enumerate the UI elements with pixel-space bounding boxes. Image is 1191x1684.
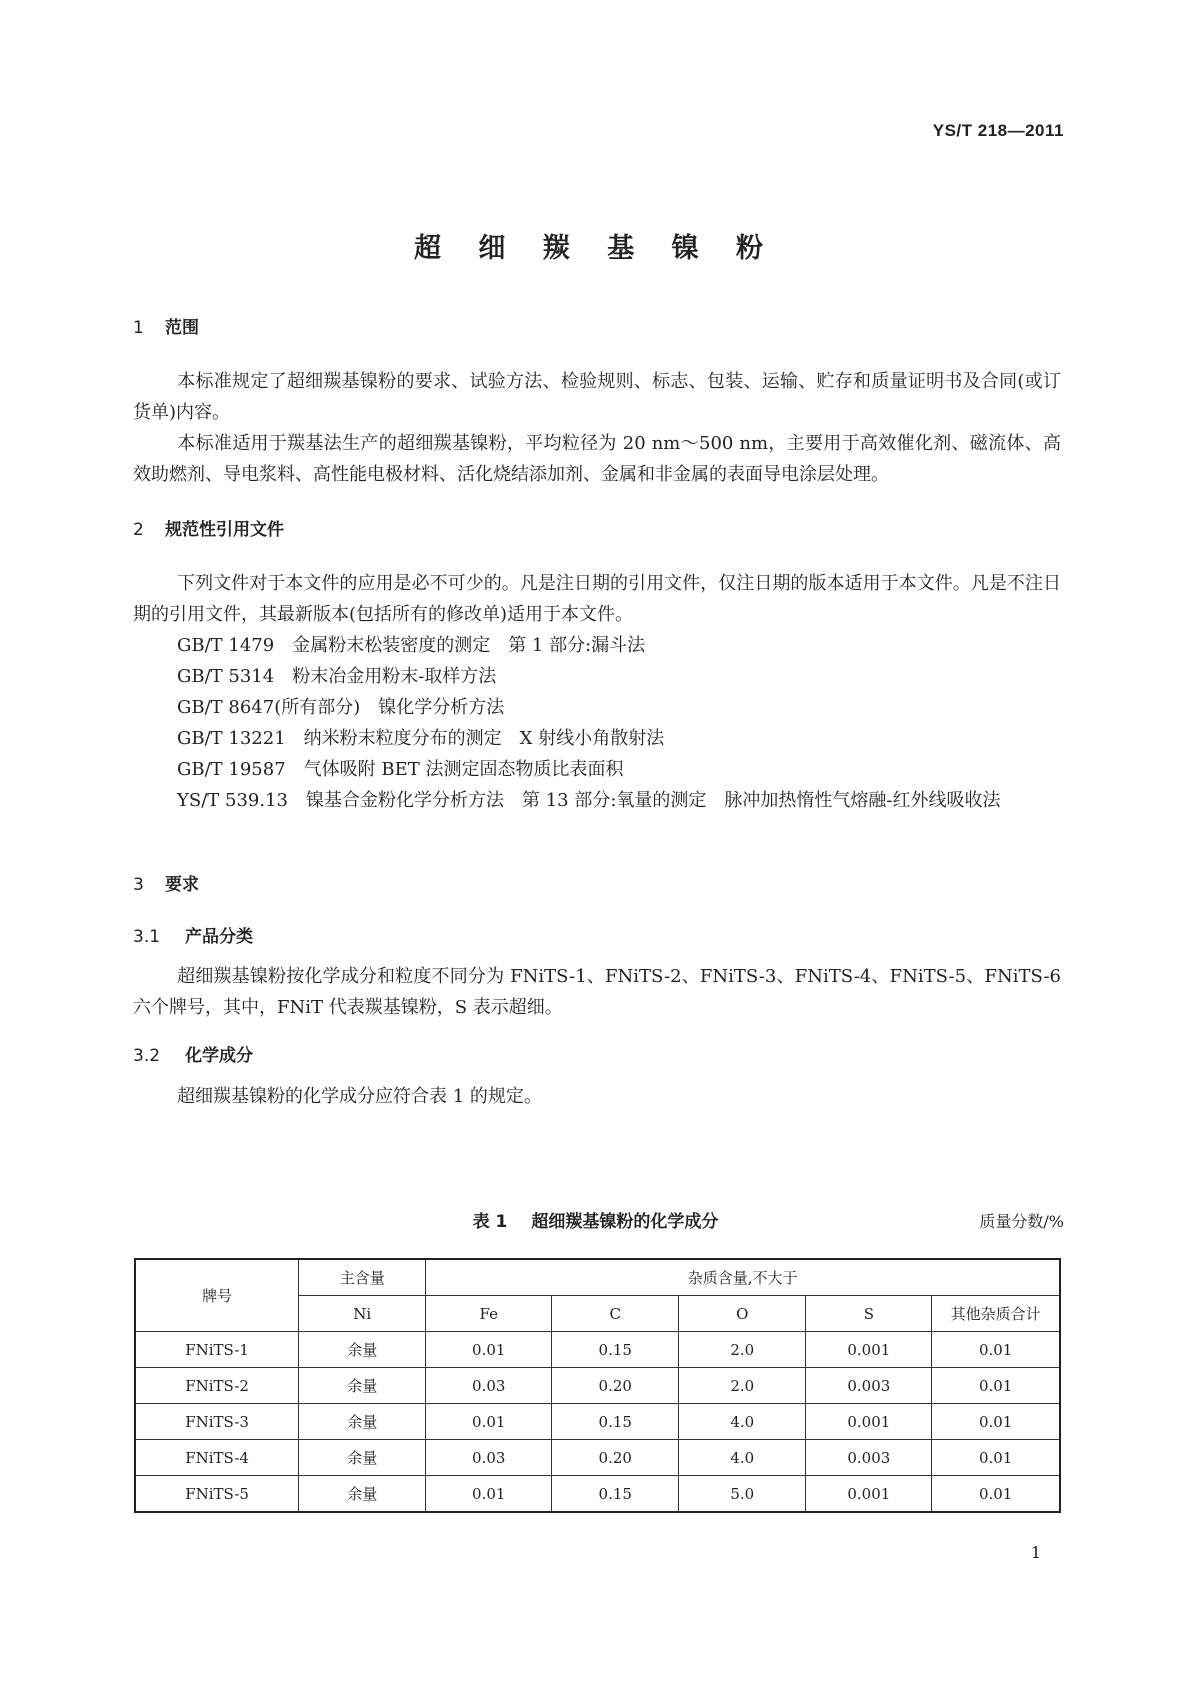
- cell-o: 5.0: [679, 1476, 806, 1513]
- table-row: [135, 1368, 1060, 1404]
- cell-o: 2.0: [679, 1368, 806, 1404]
- cell-o: 2.0: [679, 1332, 806, 1368]
- chemical-composition-table: [134, 1258, 1061, 1513]
- cell-grade: FNiTS-1: [135, 1332, 299, 1368]
- reference-item: GB/T 1479 金属粉末松装密度的测定 第 1 部分:漏斗法: [177, 635, 646, 656]
- cell-c: 0.15: [552, 1332, 679, 1368]
- header-main-content: 主含量: [299, 1259, 426, 1296]
- section-number: 3.2: [133, 1046, 161, 1066]
- table-row: [135, 1332, 1060, 1368]
- cell-s: 0.001: [806, 1404, 932, 1440]
- cell-ni: 余量: [299, 1476, 426, 1513]
- section-1-paragraph-1: [133, 366, 1061, 428]
- section-title: 范围: [165, 318, 199, 338]
- paragraph-text: YS/T 539.13 镍基合金粉化学分析方法 第 13 部分:氧量的测定 脉冲加热惰性气熔融-红外线吸收法: [177, 790, 1001, 811]
- section-1-paragraph-2: [133, 428, 1061, 490]
- paragraph-text: 超细羰基镍粉按化学成分和粒度不同分为 FNiTS-1、FNiTS-2、FNiTS-3、FNiTS-4、FNiTS-5、FNiTS-6 六个牌号，其中，FNiT 代表羰基镍粉，S 表示超细。: [133, 966, 1061, 1018]
- section-title: 化学成分: [185, 1046, 253, 1066]
- table-row: [135, 1404, 1060, 1440]
- cell-other: 0.01: [932, 1476, 1060, 1513]
- header-ni: Ni: [299, 1296, 426, 1332]
- section-2-paragraph-1: [133, 568, 1061, 630]
- cell-other: 0.01: [932, 1368, 1060, 1404]
- section-3-2-paragraph: [133, 1081, 1061, 1112]
- cell-c: 0.20: [552, 1440, 679, 1476]
- section-title: 规范性引用文件: [165, 520, 284, 540]
- cell-c: 0.20: [552, 1368, 679, 1404]
- cell-grade: FNiTS-3: [135, 1404, 299, 1440]
- paragraph-text: 本标准适用于羰基法生产的超细羰基镍粉，平均粒径为 20 nm～500 nm，主要用于高效催化剂、磁流体、高效助燃剂、导电浆料、高性能电极材料、活化烧结添加剂、金属和非金属的表面导电涂层处理。: [133, 433, 1061, 485]
- reference-item: GB/T 8647(所有部分) 镍化学分析方法: [177, 697, 505, 718]
- cell-grade: FNiTS-4: [135, 1440, 299, 1476]
- section-number: 3.1: [133, 927, 161, 947]
- paragraph-text: 下列文件对于本文件的应用是必不可少的。凡是注日期的引用文件，仅注日期的版本适用于本文件。凡是不注日期的引用文件，其最新版本(包括所有的修改单)适用于本文件。: [133, 573, 1061, 625]
- cell-grade: FNiTS-5: [135, 1476, 299, 1513]
- cell-fe: 0.01: [426, 1404, 552, 1440]
- section-3-2-heading: [133, 1041, 253, 1066]
- header-c: C: [552, 1296, 679, 1332]
- table-row: [135, 1440, 1060, 1476]
- section-2-heading: [133, 515, 284, 540]
- cell-other: 0.01: [932, 1404, 1060, 1440]
- document-title: 超 细 羰 基 镍 粉: [414, 233, 777, 264]
- table-title: 超细羰基镍粉的化学成分: [531, 1212, 719, 1232]
- section-3-1-heading: [133, 922, 253, 947]
- table-unit: 质量分数/%: [979, 1212, 1064, 1231]
- header-s: S: [806, 1296, 932, 1332]
- cell-fe: 0.03: [426, 1440, 552, 1476]
- reference-item: GB/T 5314 粉末冶金用粉末-取样方法: [177, 666, 497, 687]
- table-row: [135, 1476, 1060, 1513]
- table-header-row: [135, 1259, 1060, 1296]
- header-fe: Fe: [426, 1296, 552, 1332]
- page-number: 1: [1030, 1543, 1041, 1562]
- paragraph-text: 本标准规定了超细羰基镍粉的要求、试验方法、检验规则、标志、包装、运输、贮存和质量证明书及合同(或订货单)内容。: [133, 371, 1061, 423]
- cell-ni: 余量: [299, 1404, 426, 1440]
- section-3-heading: [133, 870, 199, 895]
- header-impurity: 杂质含量,不大于: [426, 1259, 1060, 1296]
- header-grade: 牌号: [135, 1259, 299, 1332]
- cell-fe: 0.03: [426, 1368, 552, 1404]
- reference-item-last: [133, 785, 1061, 816]
- cell-fe: 0.01: [426, 1332, 552, 1368]
- section-title: 产品分类: [185, 927, 253, 947]
- cell-ni: 余量: [299, 1368, 426, 1404]
- cell-s: 0.001: [806, 1476, 932, 1513]
- section-number: 1: [133, 318, 144, 338]
- reference-item: GB/T 13221 纳米粉末粒度分布的测定 X 射线小角散射法: [177, 728, 665, 749]
- paragraph-text: 超细羰基镍粉的化学成分应符合表 1 的规定。: [177, 1086, 542, 1107]
- section-1-heading: [133, 313, 199, 338]
- cell-s: 0.003: [806, 1368, 932, 1404]
- cell-c: 0.15: [552, 1404, 679, 1440]
- reference-item: GB/T 19587 气体吸附 BET 法测定固态物质比表面积: [177, 759, 624, 780]
- header-other: 其他杂质合计: [932, 1296, 1060, 1332]
- section-number: 2: [133, 520, 144, 540]
- section-title: 要求: [165, 875, 199, 895]
- table-number: 表 1: [472, 1212, 508, 1232]
- cell-s: 0.001: [806, 1332, 932, 1368]
- cell-ni: 余量: [299, 1332, 426, 1368]
- cell-grade: FNiTS-2: [135, 1368, 299, 1404]
- cell-other: 0.01: [932, 1332, 1060, 1368]
- section-3-1-paragraph: [133, 961, 1061, 1023]
- cell-o: 4.0: [679, 1440, 806, 1476]
- cell-other: 0.01: [932, 1440, 1060, 1476]
- cell-s: 0.003: [806, 1440, 932, 1476]
- cell-fe: 0.01: [426, 1476, 552, 1513]
- cell-o: 4.0: [679, 1404, 806, 1440]
- cell-c: 0.15: [552, 1476, 679, 1513]
- cell-ni: 余量: [299, 1440, 426, 1476]
- standard-code: YS/T 218—2011: [932, 121, 1064, 140]
- section-number: 3: [133, 875, 144, 895]
- header-o: O: [679, 1296, 806, 1332]
